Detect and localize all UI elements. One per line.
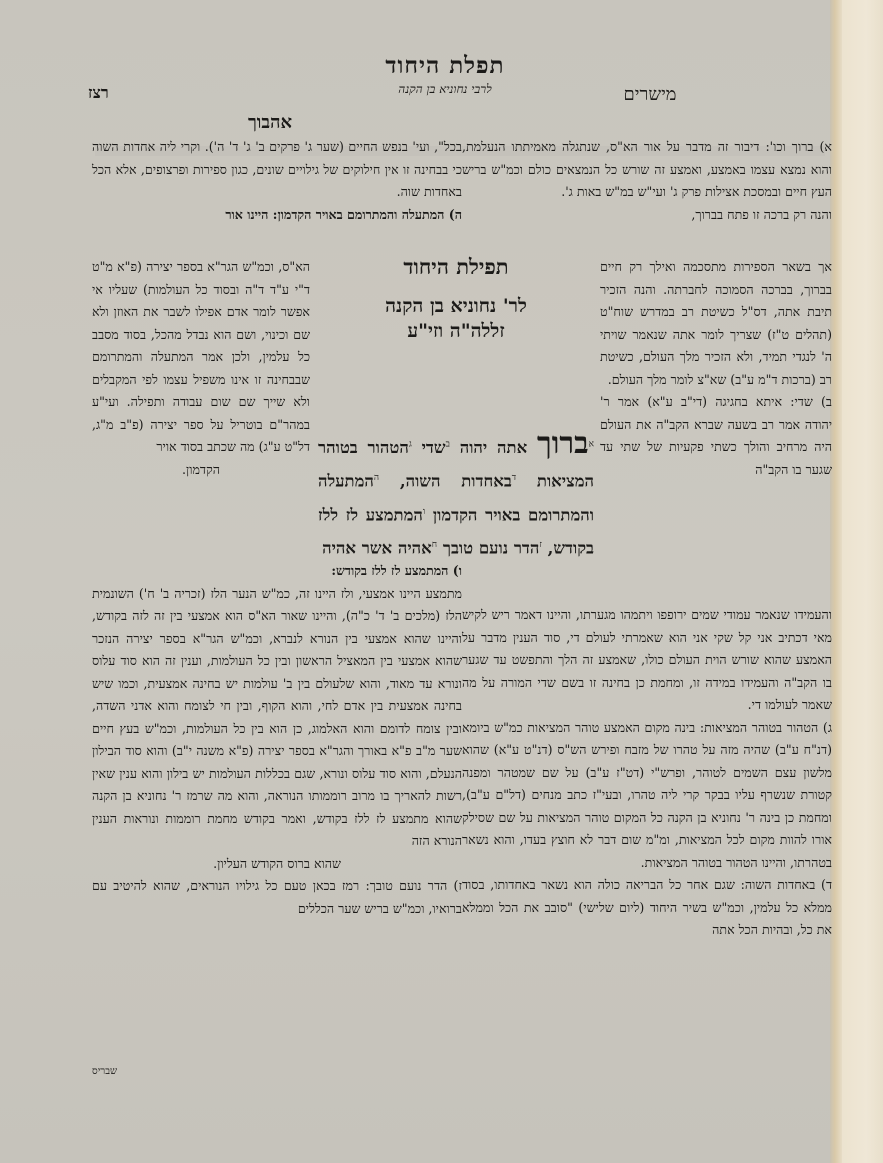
- running-header-title: תפלת היחוד: [385, 52, 505, 79]
- prayer-segment: באחדות השוה,: [399, 471, 512, 491]
- footnote-marker: ו: [422, 506, 426, 517]
- commentary-label-right: מישרים: [623, 84, 677, 105]
- prayer-segment: אתה יהוה: [459, 438, 528, 457]
- commentary-paragraph-b-cont: והעמידו שנאמר עמודי שמים ירופפו ויתמהו מגערתו, והיינו דאמר ריש לקיש מאי דכתיב אני קל שקי אני הוא שאמרתי לעולם די, סוד הענין מדבר על האמצע שהוא שורש הוית העולם כולו, שאמצע זה הלך והתפשט עד שגער בו הקב"ה והעמידו במידה זו, ומחמת כן בחינה זו בשם שדי המורה על מה שאמר לעולמו די.: [462, 607, 832, 712]
- right-column-bottom: [462, 604, 832, 942]
- footnote-marker: ב: [445, 439, 450, 450]
- signature-mark: שבריס: [92, 1066, 118, 1077]
- prayer-segment: הטהור בטוהר המציאות: [318, 438, 594, 491]
- prayer-text: [318, 428, 594, 564]
- commentary-paragraph-h: הא"ס, וכמ"ש הגר"א בספר יצירה (פ"א מ"ט ד"י ע"ד ד"ה ובסוד כל העולמות) שעליו אי אפשר לומר אדם אפילו לשבר את האוזן ולא שם וכינוי, ושם הוא נבדל מהכל, בסוד מסבב כל עלמין, ולכן אמר המתעלה והמתרומם שבבחינה זו אינו משפיל עצמו לפי המקבלים ולא שייך שם שום עבודה ותפילה. ועי"ע במהר"ם בוטריל על ספר יצירה (פ"ב מ"ג, דל"ט ע"ג) מה שכתב בסוד אויר: [92, 259, 310, 454]
- commentary-heading-h: ה) המתעלה והמתרומם באויר הקדמון: היינו אור: [225, 206, 462, 222]
- prayer-segment: אהיה אשר אהיה: [322, 538, 432, 558]
- prayer-author-honorific: זללה"ה וזי"ע: [407, 320, 505, 342]
- prayer-opening-word: ברוך: [537, 426, 589, 461]
- prayer-segment: שדי: [421, 438, 446, 457]
- right-column-top: [462, 136, 832, 226]
- commentary-line: שהוא ברוס הקודש העליון.: [213, 855, 341, 871]
- footnote-marker: ג: [408, 439, 412, 450]
- prayer-title: תפילת היחוד: [403, 254, 509, 279]
- page-number: רצז: [88, 83, 109, 102]
- page-edge-stack: [842, 0, 883, 1163]
- commentary-paragraph-d: ד) באחדות השוה: שגם אחר כל הבריאה כולה הוא נשאר באחדותו, בסוד ממלא כל עלמין, וכמ"ש בשיר היחוד (ליום שלישי) "סובב את הכל וממלא את כל, ובהיות הכל אתה: [462, 877, 832, 937]
- commentary-paragraph-a-cont: אך בשאר הספירות מתסכמה ואילך רק חיים בברוך, בברכה הסמוכה לחברתה. והנה הזכיר תיבת אתה, דס"ל כשיטת רב במדרש שוח"ט (תהלים ט"ז) שצריך לומר אתה שנאמר שויתי ה' לנגדי תמיד, ולא הזכיר מלך העולם, כשיטת רב (ברכות ד"מ ע"ב) שא"צ לומר מלך העולם.: [600, 259, 832, 387]
- footnote-marker: ז: [539, 540, 542, 550]
- prayer-segment: המתמצע לז ללז בקודש,: [318, 505, 594, 558]
- commentary-line: והנה רק ברכה זו פתח בברוך,: [691, 206, 832, 222]
- left-column-top: [92, 136, 462, 226]
- prayer-author: לר' נחוניא בן הקנה: [385, 295, 527, 317]
- prayer-segment: הדר נועם טובך: [442, 538, 540, 558]
- left-column-narrow: [92, 256, 310, 481]
- commentary-paragraph-z: ז) הדר נועם טובך: רמז בכאן טעם כל גילויו הנוראים, שהוא להיטיב עם ברואיו, וכמ"ש בריש שער הכללים: [92, 878, 462, 916]
- commentary-paragraph-g: ג) הטהור בטוהר המציאות: בינה מקום האמצע טוהר המציאות כמ"ש ביומא (דנ"ח ע"ב) שהיה מזה על טהרו של מזבח ופירש הש"ס (דנ"ט ע"א) שהוא מלשון עצם השמים לטוהר, ופרש"י (דט"ז ע"ב) על שם שמטהר ומפנה קטורת שנשרף עליו בבקר קרי ליה טהרו, ובעי"ז כתב מנחים (דל"ם ע"ב), ומחמת כן בינה ר' נחוניא בן הקנה כל המקום טוהר המציאות על שם שסילק אורו להוות מקום לכל המציאות, ומ"מ שום דבר לא חוצץ בעדו, והוא נשאר בטהרתו, והיינו הטהור בטוהר המציאות.: [462, 719, 832, 870]
- footnote-marker: ח: [431, 540, 438, 550]
- right-column-narrow: [600, 256, 832, 481]
- commentary-paragraph-a: א) ברוך וכו': דיבור זה מדבר על אור הא"ס, שנתגלה מאמיתתו הנעלמת, והוא נמצא עצמו באמצע, ואמצע זה שורש כל הנמצאים כולם וכמ"ש בריש העץ חיים ובמסכת אצילות פרק ג' ועי"ש במ"ש באות ג'.: [462, 139, 832, 199]
- commentary-line: הקדמון.: [182, 461, 220, 477]
- commentary-heading-v: ו) המתמצע לז ללז בקודש:: [331, 563, 462, 578]
- commentary-paragraph-v: מתמצע היינו אמצעי, ולז היינו זה, כמ"ש הנער הלז (זכריה ב' ח') השונמית הלז (מלכים ב' ד' כ"ה), והיינו שאור הא"ס הוא אמצעי בין זה לזה בקודש, והיינו שהוא אמצעי בין הנורא לנברא, וכמ"ש הגר"א בספר יצירה הנזכר שהוא אמצעי בין המאציל הראשון ובין כל העולמות, וענין זה הוא סוד עלוס ונורא עד מאוד, והוא שלעולם בין ב' עולמות יש בחינה אמצעית, וכמו שיש בחינה אמצעית בין אדם לחי, והוא הקוף, ובין חי לצומח והוא אדני השדה, ובין צומח לדומם והוא האלמוג, כן הוא בין כל העולמות, וכמ"ש בעץ חיים שער מ"ב פ"א באורך והגר"א בספר יצירה (פ"א משנה י"ב) והוא סוד הבילון הנעלם, והוא סוד עלוס ונורא, שגם בכללות העולמות יש בילון והוא ענין שאין רשות להאריך בו מרוב רוממותו הנוראה, והוא מה שרמז ר' נחוניא בן הקנה שהוא מתמצע לז ללז בקודש, ואמר בקודש מחמת רוממות ונוראות הענין הנורא הזה: [92, 585, 462, 848]
- footnote-marker: ה: [373, 473, 380, 483]
- prayer-title-block: [318, 250, 594, 344]
- prayer-segment: המתעלה והמתרומם באויר הקדמון: [318, 471, 594, 524]
- commentary-paragraph-d-cont: בכל", ועי' בנפש החיים (שער ג' פרקים ב' ג' ד' ה'). וקרי ליה אחדות השוה כי בבחינה זו אין חילוקים של גילויים שונים, כגון ספירות ופרצופים, אלא הכל באחדות שוה.: [92, 139, 462, 199]
- running-header-subtitle: לרבי נחוניא בן הקנה: [398, 82, 492, 96]
- footnote-marker: ד: [511, 473, 517, 483]
- commentary-label-left: אהבוך: [247, 112, 293, 133]
- commentary-paragraph-b: ב) שדי: איתא בחגיגה (די"ב ע"א) אמר ר' יהודה אמר רב בשעה שברא הקב"ה את העולם היה מרחיב והולך כשתי פקעיות של שתי עד שגער בו הקב"ה: [600, 394, 832, 477]
- footnote-marker: א: [588, 439, 595, 450]
- left-column-bottom: [92, 560, 462, 920]
